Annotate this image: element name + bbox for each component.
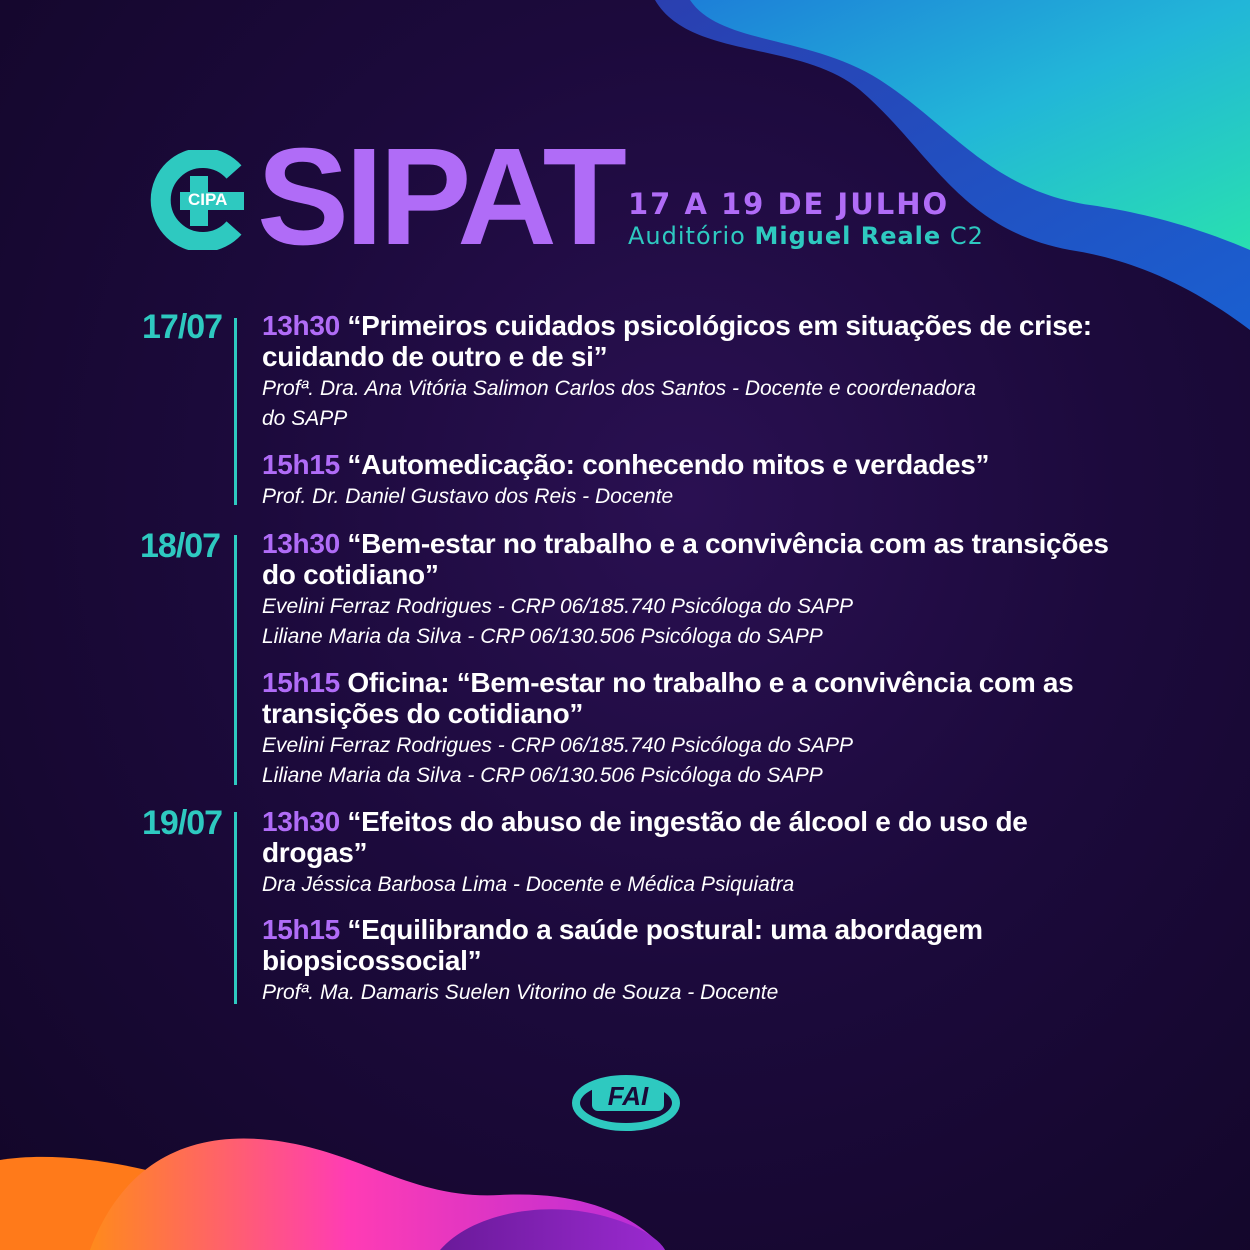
session-heading [262, 528, 1132, 590]
fai-logo-icon [570, 1065, 685, 1135]
session-time: 13h30 [262, 528, 340, 559]
session-title: “Primeiros cuidados psicológicos em situações de crise: cuidando de outro e de si” [262, 310, 1092, 372]
session-speaker: Evelini Ferraz Rodrigues - CRP 06/185.740 Psicóloga do SAPP [262, 595, 854, 618]
session-time: 13h30 [262, 310, 340, 341]
session-item [262, 806, 1132, 900]
day-divider-line [234, 535, 237, 785]
session-heading [262, 449, 1132, 480]
session-item [262, 914, 1132, 1008]
session-speaker: Prof. Dr. Daniel Gustavo dos Reis - Docente [262, 485, 674, 508]
session-speaker: Dra Jéssica Barbosa Lima - Docente e Médica Psiquiatra [262, 873, 795, 896]
session-title: Oficina: “Bem-estar no trabalho e a convivência com as transições do cotidiano” [262, 667, 1074, 729]
session-title: “Efeitos do abuso de ingestão de álcool e do uso de drogas” [262, 806, 1028, 868]
session-speaker: Liliane Maria da Silva - CRP 06/130.506 Psicóloga do SAPP [262, 625, 823, 648]
event-title: SIPAT [257, 120, 623, 274]
day-label: 18/07 [140, 527, 221, 565]
day-divider-line [234, 812, 237, 1004]
session-heading [262, 667, 1132, 729]
session-heading [262, 914, 1132, 976]
session-item [262, 310, 1132, 434]
event-venue [628, 222, 984, 250]
session-title: “Bem-estar no trabalho e a convivência com as transições do cotidiano” [262, 528, 1109, 590]
session-title: “Automedicação: conhecendo mitos e verdades” [347, 449, 990, 480]
event-dates: 17 A 19 DE JULHO [628, 187, 950, 221]
cipa-label: CIPA [188, 190, 228, 209]
venue-suffix: C2 [949, 222, 984, 250]
session-speaker: Profª. Ma. Damaris Suelen Vitorino de Souza - Docente [262, 981, 779, 1004]
day-label: 17/07 [142, 308, 223, 346]
venue-prefix: Auditório [628, 222, 746, 250]
session-time: 15h15 [262, 914, 340, 945]
session-time: 15h15 [262, 667, 340, 698]
session-item [262, 449, 1132, 512]
day-divider-line [234, 318, 237, 505]
fai-logo-text: FAI [607, 1081, 649, 1111]
session-speaker: Profª. Dra. Ana Vitória Salimon Carlos dos Santos - Docente e coordenadora do SAPP [262, 377, 976, 430]
session-title: “Equilibrando a saúde postural: uma abordagem biopsicossocial” [262, 914, 983, 976]
session-item [262, 667, 1132, 791]
session-heading [262, 310, 1132, 372]
session-item [262, 528, 1132, 652]
session-time: 15h15 [262, 449, 340, 480]
venue-name: Miguel Reale [754, 222, 942, 250]
session-speaker: Evelini Ferraz Rodrigues - CRP 06/185.740 Psicóloga do SAPP [262, 734, 854, 757]
session-heading [262, 806, 1132, 868]
day-label: 19/07 [142, 804, 223, 842]
session-speaker: Liliane Maria da Silva - CRP 06/130.506 Psicóloga do SAPP [262, 764, 823, 787]
session-time: 13h30 [262, 806, 340, 837]
